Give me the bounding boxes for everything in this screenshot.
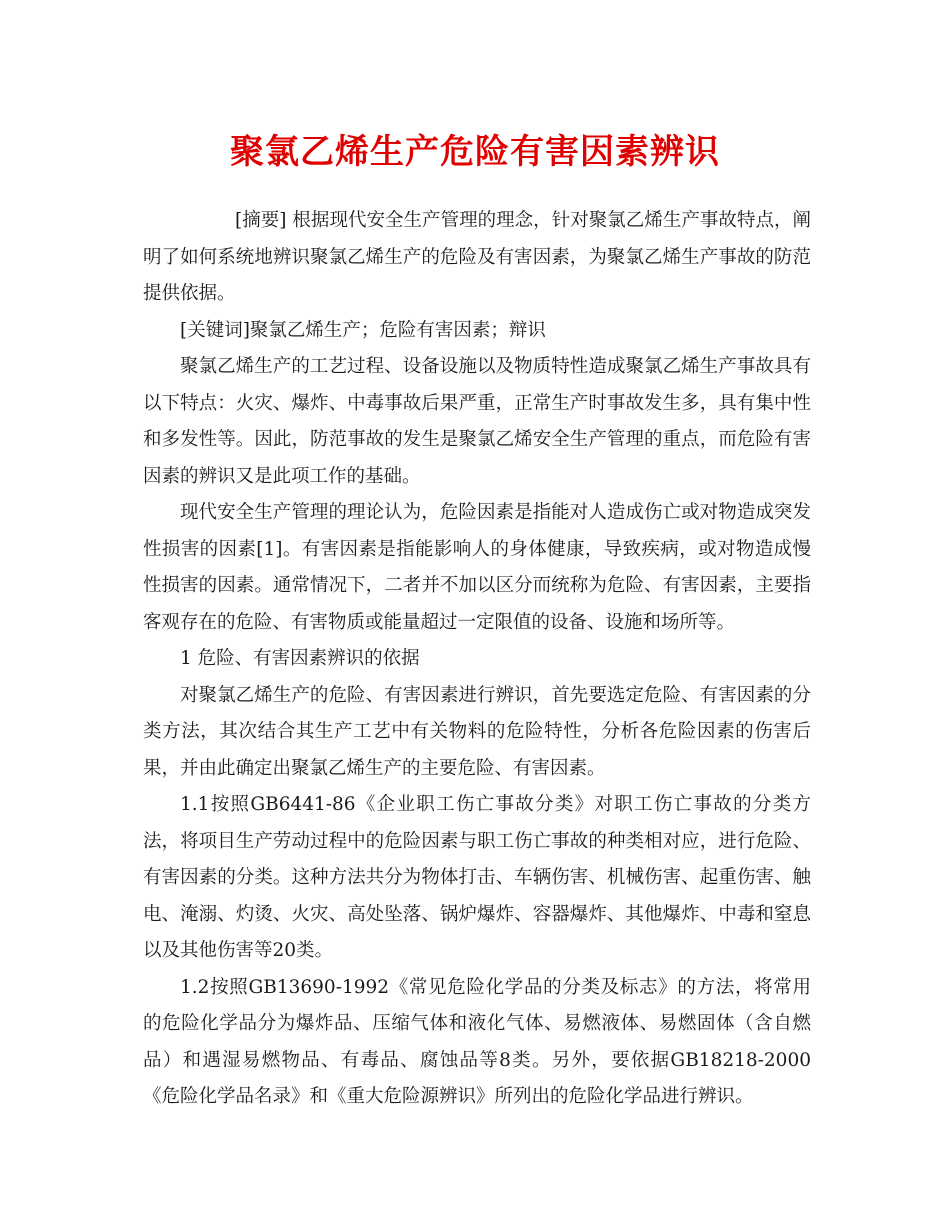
- document-body: [143, 203, 811, 1116]
- section-heading: 1 危险、有害因素辨识的依据: [180, 648, 420, 669]
- keywords-paragraph: [关键词]聚氯乙烯生产；危险有害因素；辩识: [180, 319, 546, 341]
- body-paragraph: 1.2按照GB13690-1992《常见危险化学品的分类及标志》的方法，将常用的危险化学品分为爆炸品、压缩气体和液化气体、易燃液体、易燃固体（含自燃品）和遇湿易燃物品、有毒品、腐蚀品等8类。另外，要依据GB18218-2000《危险化学品名录》和《重大危险源辨识》所列出的危险化学品进行辨识。: [143, 976, 811, 1107]
- body-paragraph: 1.1按照GB6441-86《企业职工伤亡事故分类》对职工伤亡事故的分类方法，将项目生产劳动过程中的危险因素与职工伤亡事故的种类相对应，进行危险、有害因素的分类。这种方法共分为物体打击、车辆伤害、机械伤害、起重伤害、触电、淹溺、灼烫、火灾、高处坠落、锅炉爆炸、容器爆炸、其他爆炸、中毒和窒息以及其他伤害等20类。: [143, 794, 811, 961]
- body-paragraph: 现代安全生产管理的理论认为，危险因素是指能对人造成伤亡或对物造成突发性损害的因素[1]。有害因素是指能影响人的身体健康，导致疾病，或对物造成慢性损害的因素。通常情况下，二者并不加以区分而统称为危险、有害因素，主要指客观存在的危险、有害物质或能量超过一定限值的设备、设施和场所等。: [143, 502, 811, 633]
- document-title: 聚氯乙烯生产危险有害因素辨识: [230, 132, 720, 172]
- abstract-paragraph: [摘要] 根据现代安全生产管理的理念，针对聚氯乙烯生产事故特点，阐明了如何系统地辨识聚氯乙烯生产的危险及有害因素，为聚氯乙烯生产事故的防范提供依据。: [143, 210, 811, 304]
- body-paragraph: 聚氯乙烯生产的工艺过程、设备设施以及物质特性造成聚氯乙烯生产事故具有以下特点：火灾、爆炸、中毒事故后果严重，正常生产时事故发生多，具有集中性和多发性等。因此，防范事故的发生是聚氯乙烯安全生产管理的重点，而危险有害因素的辨识又是此项工作的基础。: [143, 356, 811, 487]
- body-paragraph: 对聚氯乙烯生产的危险、有害因素进行辨识，首先要选定危险、有害因素的分类方法，其次结合其生产工艺中有关物料的危险特性，分析各危险因素的伤害后果，并由此确定出聚氯乙烯生产的主要危险、有害因素。: [143, 684, 811, 779]
